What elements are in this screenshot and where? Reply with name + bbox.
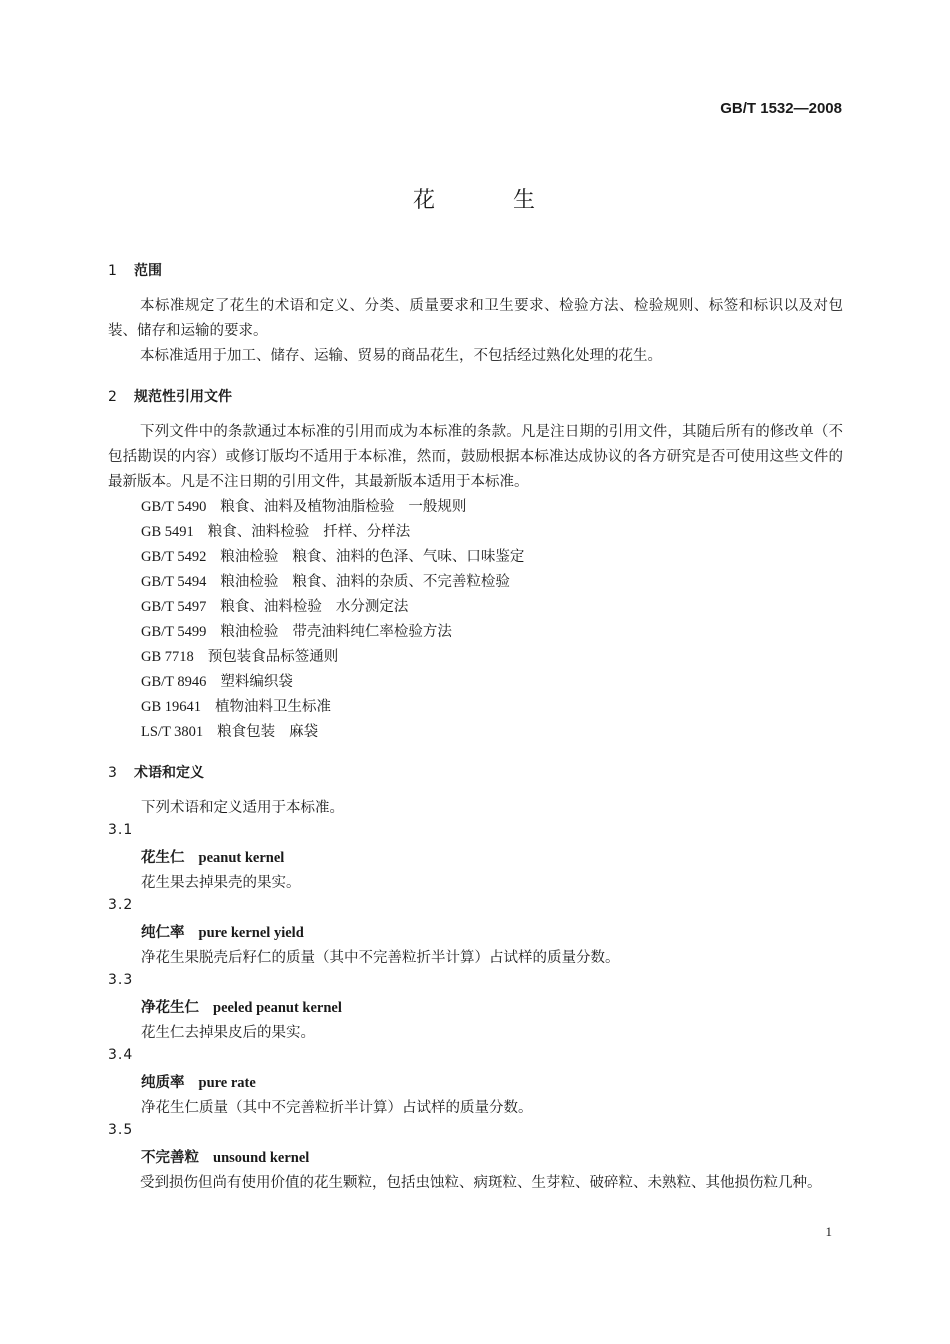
reference-item bbox=[141, 495, 466, 516]
section-number: 1 bbox=[108, 263, 117, 279]
reference-subtitle: 一般规则 bbox=[408, 499, 467, 515]
reference-code: GB 5491 bbox=[141, 524, 194, 540]
page-number: 1 bbox=[825, 1224, 832, 1239]
reference-subtitle: 带壳油料纯仁率检验方法 bbox=[292, 624, 452, 640]
section-number: 2 bbox=[108, 389, 117, 405]
reference-item bbox=[141, 545, 524, 566]
title-char-1: 花 bbox=[412, 188, 437, 213]
reference-title: 粮食包装 bbox=[217, 724, 276, 740]
reference-code: GB/T 5492 bbox=[141, 549, 207, 565]
reference-code: GB/T 5490 bbox=[141, 499, 207, 515]
term-chinese: 净花生仁 bbox=[141, 1000, 199, 1016]
reference-item bbox=[141, 595, 408, 616]
term-heading bbox=[141, 1071, 256, 1092]
term-chinese: 花生仁 bbox=[141, 850, 185, 866]
reference-subtitle: 麻袋 bbox=[289, 724, 319, 740]
term-english: pure kernel yield bbox=[198, 925, 304, 941]
reference-title: 粮食、油料检验 bbox=[207, 524, 310, 540]
term-definition: 花生仁去掉果皮后的果实。 bbox=[141, 1025, 315, 1041]
term-definition: 受到损伤但尚有使用价值的花生颗粒，包括虫蚀粒、病斑粒、生芽粒、破碎粒、未熟粒、其他损伤粒几种。 bbox=[140, 1175, 822, 1191]
section-3-intro: 下列术语和定义适用于本标准。 bbox=[141, 800, 344, 816]
reference-title: 粮油检验 bbox=[220, 549, 279, 565]
term-number: 3.2 bbox=[108, 897, 134, 913]
term-chinese: 纯仁率 bbox=[141, 925, 185, 941]
reference-item bbox=[141, 620, 452, 641]
reference-item bbox=[141, 520, 410, 541]
reference-code: GB/T 5494 bbox=[141, 574, 207, 590]
term-english: peeled peanut kernel bbox=[213, 1000, 342, 1016]
term-heading bbox=[141, 846, 284, 867]
term-number: 3.3 bbox=[108, 972, 134, 988]
reference-item bbox=[141, 570, 510, 591]
term-chinese: 不完善粒 bbox=[141, 1150, 199, 1166]
term-definition: 净花生果脱壳后籽仁的质量（其中不完善粒折半计算）占试样的质量分数。 bbox=[141, 950, 620, 966]
section-title: 范围 bbox=[134, 263, 162, 279]
reference-code: GB 7718 bbox=[141, 649, 194, 665]
reference-title: 粮油检验 bbox=[220, 574, 279, 590]
section-2-heading bbox=[108, 386, 232, 406]
reference-title: 塑料编织袋 bbox=[220, 674, 293, 690]
reference-title: 粮油检验 bbox=[220, 624, 279, 640]
reference-item bbox=[141, 695, 331, 716]
reference-code: GB 19641 bbox=[141, 699, 202, 715]
standard-number: GB/T 1532—2008 bbox=[720, 100, 842, 117]
term-english: unsound kernel bbox=[213, 1150, 310, 1166]
section-1-paragraph-1: 本标准规定了花生的术语和定义、分类、质量要求和卫生要求、检验方法、检验规则、标签和标识以及对包装、储存和运输的要求。 bbox=[108, 298, 843, 339]
reference-item bbox=[141, 720, 318, 741]
reference-subtitle: 水分测定法 bbox=[335, 599, 409, 615]
term-heading bbox=[141, 996, 342, 1017]
term-heading bbox=[141, 1146, 309, 1167]
section-3-heading bbox=[108, 762, 204, 782]
reference-subtitle: 扦样、分样法 bbox=[323, 524, 411, 540]
section-1-heading bbox=[108, 260, 162, 280]
term-number: 3.4 bbox=[108, 1047, 134, 1063]
reference-item bbox=[141, 645, 338, 666]
term-definition: 花生果去掉果壳的果实。 bbox=[141, 875, 301, 891]
reference-code: GB/T 5499 bbox=[141, 624, 207, 640]
term-chinese: 纯质率 bbox=[141, 1075, 185, 1091]
section-number: 3 bbox=[108, 765, 117, 781]
term-definition: 净花生仁质量（其中不完善粒折半计算）占试样的质量分数。 bbox=[141, 1100, 533, 1116]
title-char-2: 生 bbox=[513, 188, 538, 213]
reference-title: 预包装食品标签通则 bbox=[207, 649, 339, 665]
reference-item bbox=[141, 670, 293, 691]
document-title bbox=[0, 183, 950, 214]
reference-title: 粮食、油料及植物油脂检验 bbox=[220, 499, 395, 515]
section-1-paragraph-2: 本标准适用于加工、储存、运输、贸易的商品花生，不包括经过熟化处理的花生。 bbox=[140, 348, 662, 364]
section-title: 术语和定义 bbox=[134, 765, 204, 781]
term-number: 3.5 bbox=[108, 1122, 134, 1138]
section-2-paragraph-1: 下列文件中的条款通过本标准的引用而成为本标准的条款。凡是注日期的引用文件，其随后所有的修改单（不包括勘误的内容）或修订版均不适用于本标准，然而，鼓励根据本标准达成协议的各方研究是否可使用这些文件的最新版本。凡是不注日期的引用文件，其最新版本适用于本标准。 bbox=[108, 424, 843, 490]
reference-code: GB/T 5497 bbox=[141, 599, 207, 615]
term-number: 3.1 bbox=[108, 822, 134, 838]
reference-title: 植物油料卫生标准 bbox=[215, 699, 332, 715]
term-heading bbox=[141, 921, 304, 942]
reference-subtitle: 粮食、油料的杂质、不完善粒检验 bbox=[292, 574, 510, 590]
reference-code: LS/T 3801 bbox=[141, 724, 204, 740]
reference-title: 粮食、油料检验 bbox=[220, 599, 322, 615]
section-title: 规范性引用文件 bbox=[134, 389, 232, 405]
reference-code: GB/T 8946 bbox=[141, 674, 207, 690]
term-english: pure rate bbox=[198, 1075, 256, 1091]
reference-subtitle: 粮食、油料的色泽、气味、口味鉴定 bbox=[292, 549, 525, 565]
term-english: peanut kernel bbox=[198, 850, 285, 866]
